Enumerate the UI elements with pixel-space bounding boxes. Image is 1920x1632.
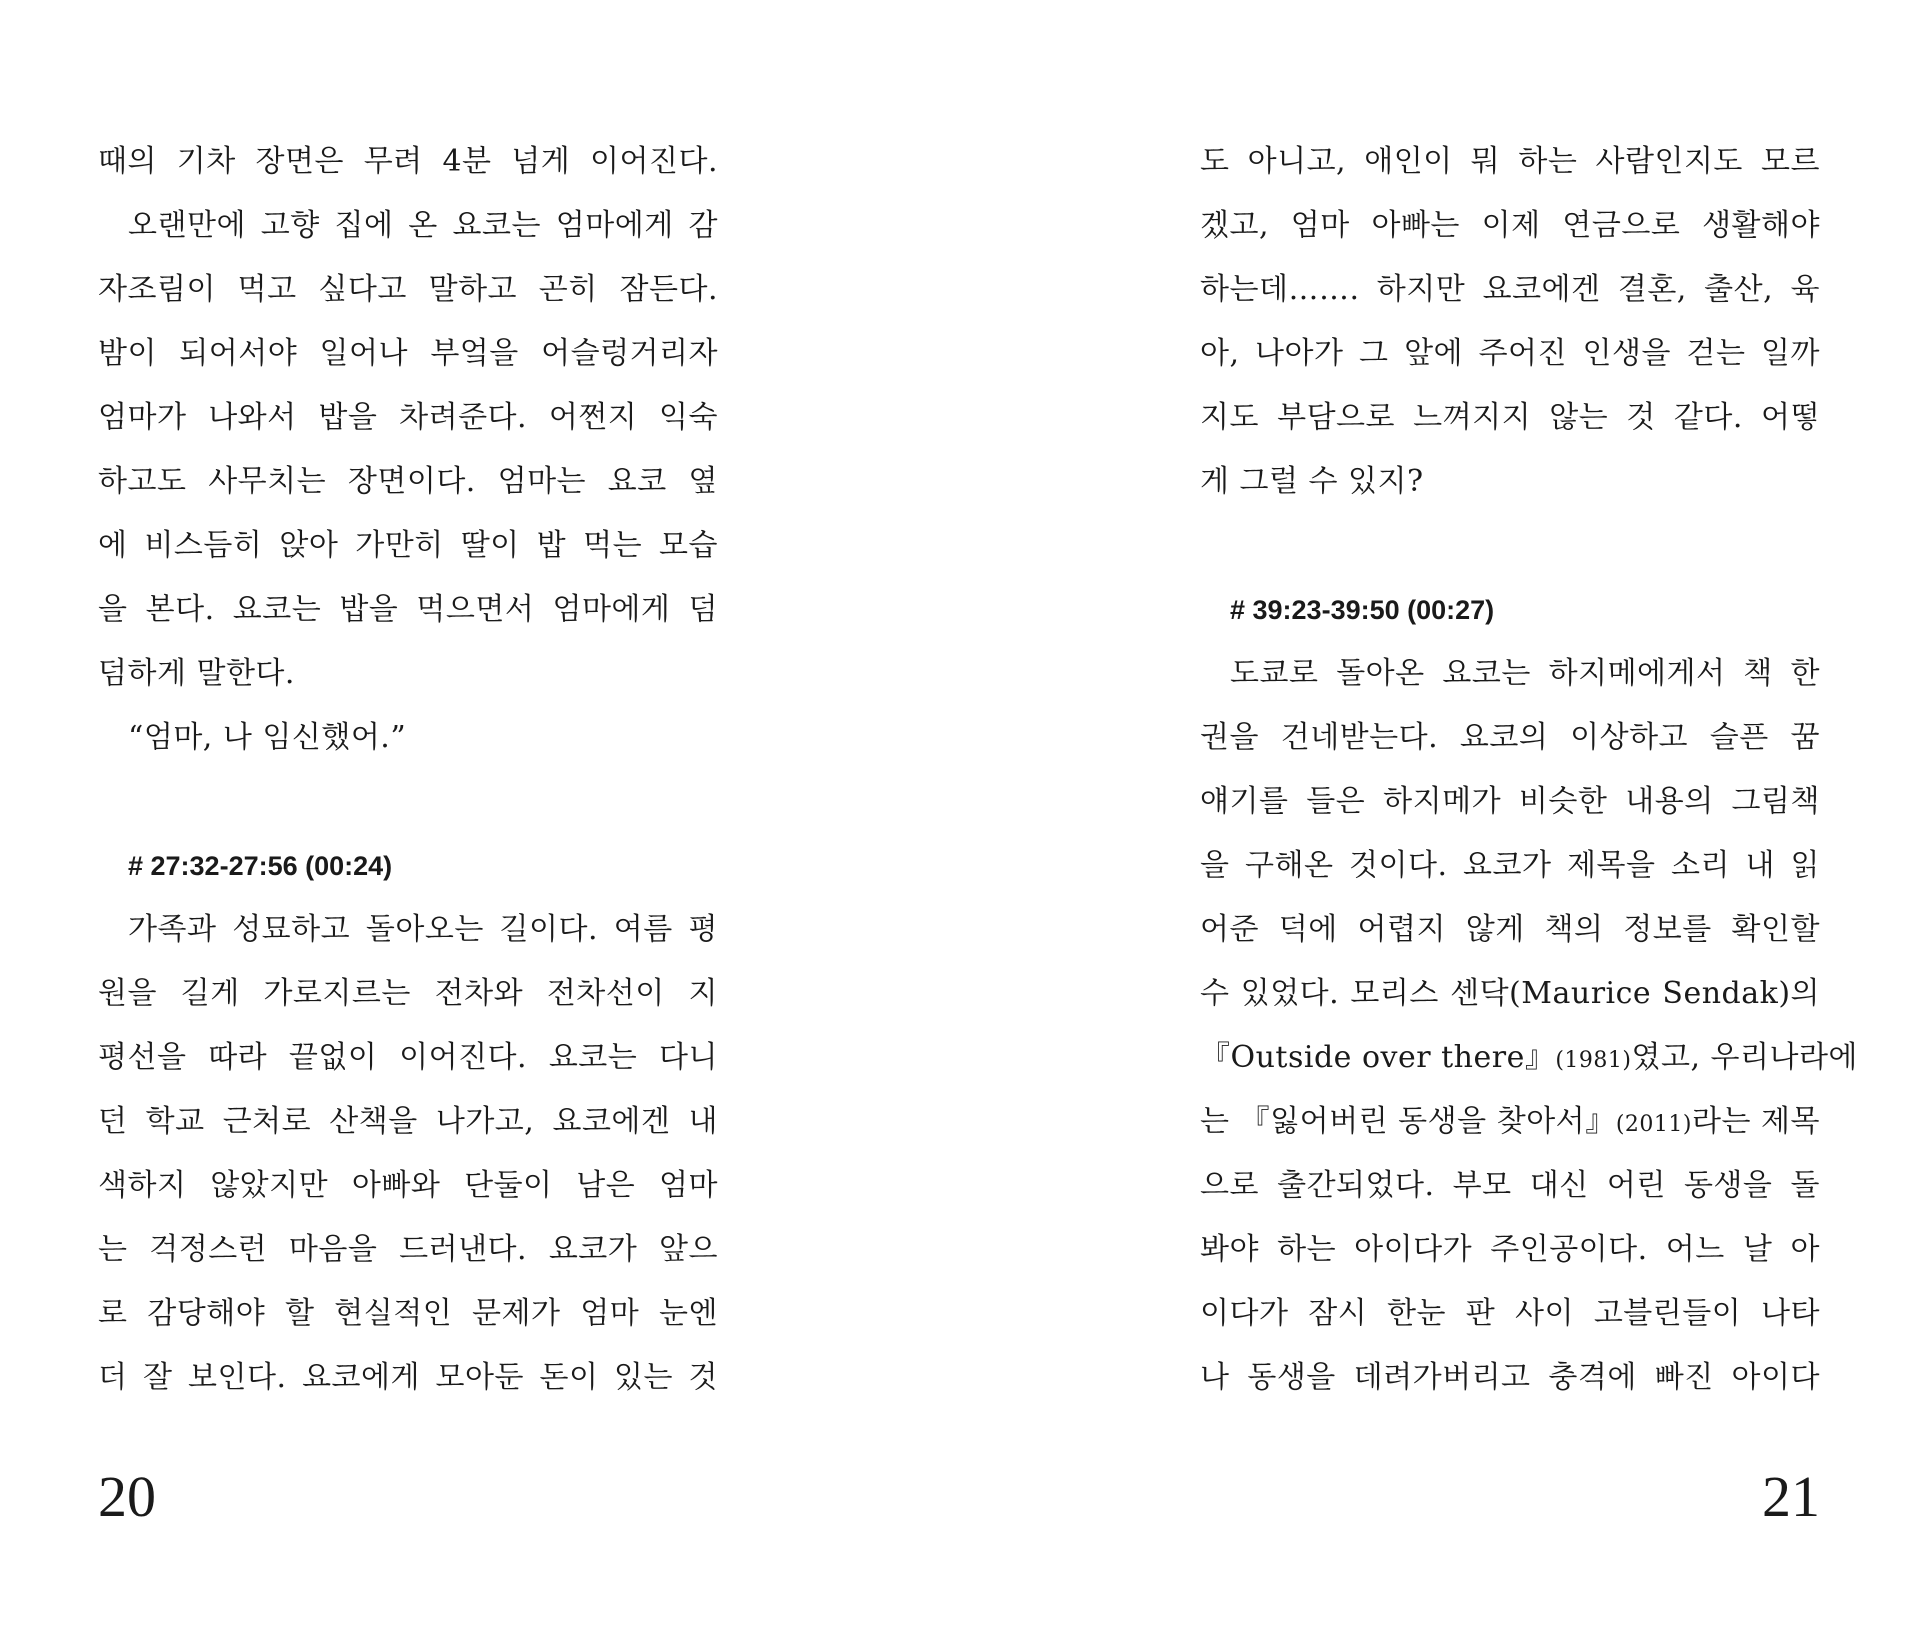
body-line: 하는데……. 하지만 요코에겐 결혼, 출산, 육	[1200, 272, 1820, 307]
body-line: 때의 기차 장면은 무려 4분 넘게 이어진다.	[98, 144, 718, 179]
timestamp-heading: # 39:23-39:50 (00:27)	[1230, 595, 1495, 625]
body-line: 엄마가 나와서 밥을 차려준다. 어쩐지 익숙	[98, 400, 718, 435]
section-spacer	[98, 770, 718, 834]
body-line: 덤하게 말한다.	[98, 656, 295, 691]
body-line: 도 아니고, 애인이 뭐 하는 사람인지도 모르	[1200, 144, 1820, 179]
body-line: 봐야 하는 아이다가 주인공이다. 어느 날 아	[1200, 1232, 1820, 1267]
body-line: 도쿄로 돌아온 요코는 하지메에게서 책 한	[1230, 656, 1820, 691]
book-title: 『Outside over there』	[1200, 1040, 1556, 1075]
section-spacer	[1200, 514, 1820, 578]
body-line: 자조림이 먹고 싶다고 말하고 곤히 잠든다.	[98, 272, 718, 307]
body-line: 더 잘 보인다. 요코에게 모아둔 돈이 있는 것	[98, 1360, 718, 1395]
body-line: 나 동생을 데려가버리고 충격에 빠진 아이다	[1200, 1360, 1820, 1395]
body-line: 오랜만에 고향 집에 온 요코는 엄마에게 감	[128, 208, 718, 243]
right-page	[1200, 130, 1858, 1410]
body-line: 는 걱정스런 마음을 드러낸다. 요코가 앞으	[98, 1232, 718, 1267]
body-line: 가족과 성묘하고 돌아오는 길이다. 여름 평	[128, 912, 718, 947]
quote-line: “엄마, 나 임신했어.”	[128, 720, 407, 755]
page-number-right: 21	[1762, 1464, 1820, 1529]
publication-year: (2011)	[1615, 1112, 1692, 1137]
body-line: 평선을 따라 끝없이 이어진다. 요코는 다니	[98, 1040, 718, 1075]
body-line: 원을 길게 가로지르는 전차와 전차선이 지	[98, 976, 718, 1011]
body-line: 색하지 않았지만 아빠와 단둘이 남은 엄마	[98, 1168, 718, 1203]
body-line: 수 있었다. 모리스 센닥(Maurice Sendak)의	[1200, 976, 1820, 1011]
publication-year: (1981)	[1555, 1048, 1632, 1073]
body-line: 지도 부담으로 느껴지지 않는 것 같다. 어떻	[1200, 400, 1820, 435]
body-line: 을 본다. 요코는 밥을 먹으면서 엄마에게 덤	[98, 592, 718, 627]
body-line: 밤이 되어서야 일어나 부엌을 어슬렁거리자	[98, 336, 718, 371]
timestamp-heading: # 27:32-27:56 (00:24)	[128, 851, 393, 881]
line-tail: 라는 제목	[1691, 1104, 1820, 1139]
body-line: 아, 나아가 그 앞에 주어진 인생을 걷는 일까	[1200, 336, 1820, 371]
body-line: 게 그럴 수 있지?	[1200, 464, 1424, 499]
korean-book-title: 는 『잃어버린 동생을 찾아서』	[1200, 1104, 1616, 1139]
line-tail: 였고, 우리나라에	[1631, 1040, 1858, 1075]
body-line: 겠고, 엄마 아빠는 이제 연금으로 생활해야	[1200, 208, 1820, 243]
body-line: 얘기를 들은 하지메가 비슷한 내용의 그림책	[1200, 784, 1820, 819]
page-number-left: 20	[98, 1464, 156, 1529]
body-line: 던 학교 근처로 산책을 나가고, 요코에겐 내	[98, 1104, 718, 1139]
left-page	[98, 130, 718, 1410]
body-line: 을 구해온 것이다. 요코가 제목을 소리 내 읽	[1200, 848, 1820, 883]
body-line: 이다가 잠시 한눈 판 사이 고블린들이 나타	[1200, 1296, 1820, 1331]
body-line: 으로 출간되었다. 부모 대신 어린 동생을 돌	[1200, 1168, 1820, 1203]
body-line: 로 감당해야 할 현실적인 문제가 엄마 눈엔	[98, 1296, 718, 1331]
body-line: 어준 덕에 어렵지 않게 책의 정보를 확인할	[1200, 912, 1820, 947]
book-title-line	[1200, 1090, 1820, 1154]
body-line: 하고도 사무치는 장면이다. 엄마는 요코 옆	[98, 464, 718, 499]
book-title-line	[1200, 1026, 1858, 1090]
body-line: 권을 건네받는다. 요코의 이상하고 슬픈 꿈	[1200, 720, 1820, 755]
body-line: 에 비스듬히 앉아 가만히 딸이 밥 먹는 모습	[98, 528, 718, 563]
